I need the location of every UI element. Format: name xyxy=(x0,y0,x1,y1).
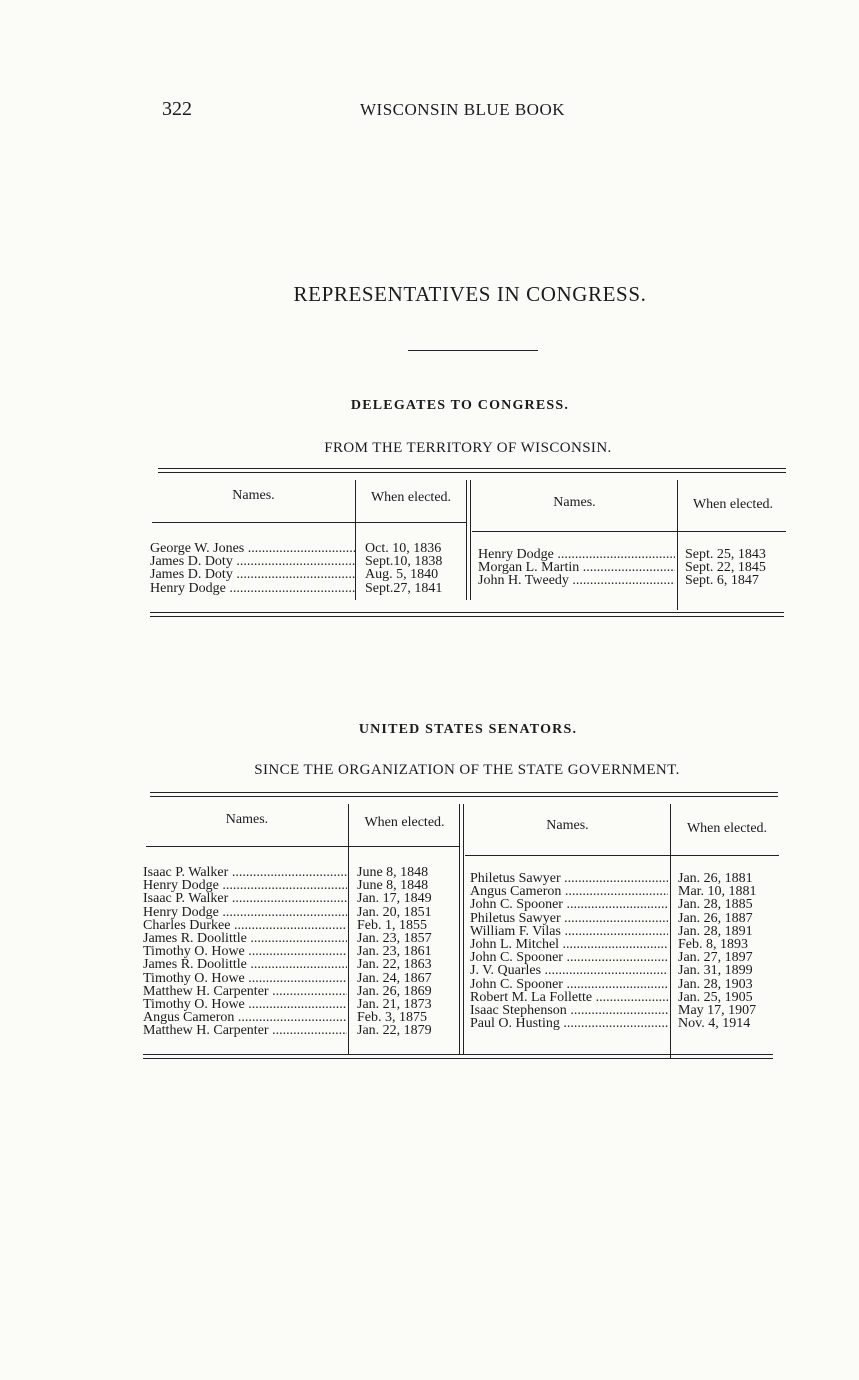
member-name: Matthew H. Carpenter ..... xyxy=(143,1024,347,1037)
header-rule xyxy=(146,846,459,847)
election-date: Sept.27, 1841 xyxy=(365,580,443,596)
election-date: May 17, 1907 xyxy=(678,1003,757,1019)
header-rule xyxy=(472,531,786,532)
member-name: James D. Doty ..... xyxy=(150,568,355,581)
header-rule xyxy=(465,855,779,856)
member-name: Henry Dodge ..... xyxy=(143,879,347,892)
election-date: Jan. 26, 1887 xyxy=(678,910,753,926)
member-name: Robert M. La Follette ..... xyxy=(470,991,668,1004)
election-date: Sept.10, 1838 xyxy=(365,554,443,570)
member-name: James R. Doolittle ..... xyxy=(143,932,347,945)
election-date: Oct. 10, 1836 xyxy=(365,541,442,556)
election-date: Jan. 28, 1891 xyxy=(678,923,753,939)
member-name: Charles Durkee ..... xyxy=(143,919,347,932)
running-title: WISCONSIN BLUE BOOK xyxy=(360,100,565,119)
member-name: Isaac P. Walker ..... xyxy=(143,892,347,905)
list-item xyxy=(470,912,782,925)
member-name: Philetus Sawyer ..... xyxy=(470,912,668,925)
member-name: Angus Cameron ..... xyxy=(470,885,668,898)
election-date: Sept. 22, 1845 xyxy=(685,560,766,576)
delegates-subheading: FROM THE TERRITORY OF WISCONSIN. xyxy=(324,440,612,456)
election-date: Jan. 17, 1849 xyxy=(357,891,432,907)
member-name: Henry Dodge ..... xyxy=(478,548,675,561)
column-header-when-elected: When elected. xyxy=(370,490,452,505)
delegates-right-list xyxy=(478,548,788,588)
list-item xyxy=(150,582,460,595)
election-date: June 8, 1848 xyxy=(357,878,429,894)
election-date: Feb. 8, 1893 xyxy=(678,937,748,953)
member-name: J. V. Quarles ..... xyxy=(470,964,668,977)
table-bottom-rule xyxy=(143,1054,773,1059)
table-top-rule xyxy=(150,792,778,797)
list-item xyxy=(470,1017,782,1030)
member-name: John H. Tweedy ..... xyxy=(478,574,675,587)
election-date: Jan. 25, 1905 xyxy=(678,989,753,1005)
election-date: Mar. 10, 1881 xyxy=(678,884,757,900)
member-name: Matthew H. Carpenter ..... xyxy=(143,985,347,998)
column-divider xyxy=(470,480,471,600)
list-item xyxy=(143,972,455,985)
election-date: Jan. 31, 1899 xyxy=(678,963,753,979)
column-header-names: Names. xyxy=(225,812,269,827)
member-name: John C. Spooner ..... xyxy=(470,898,668,911)
senators-heading: UNITED STATES SENATORS. xyxy=(358,722,578,737)
column-header-names: Names. xyxy=(232,488,275,503)
column-header-names: Names. xyxy=(553,495,596,510)
member-name: Morgan L. Martin ..... xyxy=(478,561,675,574)
title-divider xyxy=(408,350,538,351)
election-date: Jan. 24, 1867 xyxy=(357,970,432,986)
member-name: John C. Spooner ..... xyxy=(470,951,668,964)
column-header-when-elected: When elected. xyxy=(692,497,774,512)
table-top-rule xyxy=(158,468,786,473)
column-header-when-elected: When elected. xyxy=(364,815,445,830)
election-date: Sept. 25, 1843 xyxy=(685,547,766,562)
column-divider xyxy=(466,480,467,600)
page-number: 322 xyxy=(162,98,192,120)
column-header-names: Names. xyxy=(546,818,589,833)
member-name: Henry Dodge ..... xyxy=(150,582,355,595)
election-date: Sept. 6, 1847 xyxy=(685,573,759,589)
member-name: Timothy O. Howe ..... xyxy=(143,998,347,1011)
election-date: June 8, 1848 xyxy=(357,865,429,880)
member-name: Isaac P. Walker ..... xyxy=(143,866,347,879)
election-date: Jan. 21, 1873 xyxy=(357,997,432,1013)
election-date: Jan. 27, 1897 xyxy=(678,950,753,966)
election-date: Jan. 28, 1885 xyxy=(678,897,753,913)
list-item xyxy=(143,1024,455,1037)
member-name: James D. Doty ..... xyxy=(150,555,355,568)
senators-left-list xyxy=(143,866,455,1038)
member-name: Isaac Stephenson ..... xyxy=(470,1004,668,1017)
delegates-left-list xyxy=(150,542,460,595)
election-date: Jan. 26, 1869 xyxy=(357,983,432,999)
senators-right-list xyxy=(470,872,782,1030)
list-item xyxy=(470,978,782,991)
member-name: John C. Spooner ..... xyxy=(470,978,668,991)
member-name: George W. Jones ..... xyxy=(150,542,355,555)
election-date: Jan. 23, 1861 xyxy=(357,944,432,960)
election-date: Jan. 28, 1903 xyxy=(678,976,753,992)
main-title: REPRESENTATIVES IN CONGRESS. xyxy=(293,282,647,306)
member-name: James R. Doolittle ..... xyxy=(143,958,347,971)
election-date: Feb. 3, 1875 xyxy=(357,1010,427,1026)
delegates-heading: DELEGATES TO CONGRESS. xyxy=(350,398,570,413)
election-date: Nov. 4, 1914 xyxy=(678,1016,751,1032)
member-name: Timothy O. Howe ..... xyxy=(143,945,347,958)
election-date: Jan. 20, 1851 xyxy=(357,904,432,920)
list-item xyxy=(478,574,788,587)
election-date: Jan. 22, 1863 xyxy=(357,957,432,973)
table-bottom-rule xyxy=(150,612,784,617)
election-date: Feb. 1, 1855 xyxy=(357,917,427,933)
member-name: Paul O. Husting ..... xyxy=(470,1017,668,1030)
list-item xyxy=(143,906,455,919)
member-name: William F. Vilas ..... xyxy=(470,925,668,938)
member-name: Timothy O. Howe ..... xyxy=(143,972,347,985)
header-rule xyxy=(152,522,466,523)
senators-subheading: SINCE THE ORGANIZATION OF THE STATE GOVERNMENT. xyxy=(254,762,680,778)
column-divider xyxy=(463,804,464,1054)
election-date: Jan. 23, 1857 xyxy=(357,931,432,947)
list-item xyxy=(470,898,782,911)
member-name: Henry Dodge ..... xyxy=(143,906,347,919)
list-item xyxy=(470,964,782,977)
member-name: Philetus Sawyer ..... xyxy=(470,872,668,885)
list-item xyxy=(143,958,455,971)
election-date: Aug. 5, 1840 xyxy=(365,567,439,583)
member-name: John L. Mitchel ..... xyxy=(470,938,668,951)
list-item xyxy=(150,568,460,581)
column-header-when-elected: When elected. xyxy=(686,821,768,836)
election-date: Jan. 26, 1881 xyxy=(678,871,753,886)
list-item xyxy=(143,892,455,905)
member-name: Angus Cameron ..... xyxy=(143,1011,347,1024)
column-divider xyxy=(459,804,460,1054)
election-date: Jan. 22, 1879 xyxy=(357,1023,432,1039)
